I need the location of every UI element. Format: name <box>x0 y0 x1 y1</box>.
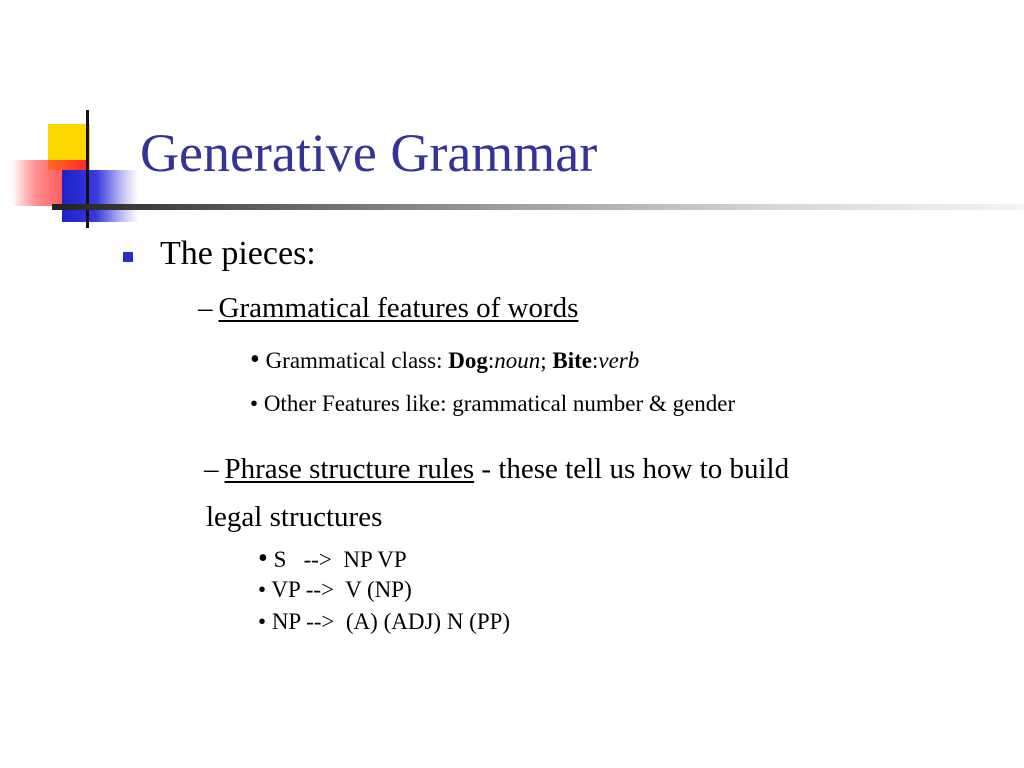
title-underline-rule <box>52 204 1024 210</box>
bullet-dot-icon: • <box>258 577 267 602</box>
colon: : <box>487 348 495 373</box>
bullet-other-features <box>250 392 735 415</box>
word-verb: verb <box>598 348 640 373</box>
features-heading: Grammatical features of words <box>218 292 579 324</box>
rule-item <box>258 578 412 601</box>
phrase-rest: - these tell us how to build <box>474 453 790 485</box>
rule-text: S --> NP VP <box>273 547 407 572</box>
word-dog: Dog <box>448 348 488 373</box>
dash-icon: – <box>198 292 213 324</box>
class-prefix: Grammatical class: <box>265 348 449 373</box>
other-features-text: Other Features like: grammatical number & gender <box>263 391 736 416</box>
colon: : <box>591 348 599 373</box>
rule-text: NP --> (A) (ADJ) N (PP) <box>271 609 511 634</box>
separator: ; <box>540 348 553 373</box>
decor-vertical-line <box>86 110 89 228</box>
subheading-phrase-structure <box>204 455 789 484</box>
slide-title: Generative Grammar <box>140 123 598 183</box>
bullet-dot-icon: • <box>258 609 267 634</box>
bullet-dot-icon: • <box>250 344 260 375</box>
bullet-grammatical-class <box>250 346 639 374</box>
word-noun: noun <box>494 348 541 373</box>
rule-item <box>258 610 510 633</box>
dash-icon: – <box>204 453 219 485</box>
bullet-dot-icon: • <box>250 391 259 416</box>
phrase-line2: legal structures <box>206 501 383 533</box>
subheading-features <box>198 294 578 323</box>
decor-blue-square <box>62 170 138 222</box>
rule-text: VP --> V (NP) <box>271 577 412 602</box>
bullet-dot-icon: • <box>258 543 268 574</box>
square-bullet-icon <box>123 252 133 262</box>
rule-item <box>258 545 407 573</box>
word-bite: Bite <box>552 348 592 373</box>
bullet-the-pieces: The pieces: <box>160 235 316 272</box>
phrase-heading: Phrase structure rules <box>224 453 475 485</box>
